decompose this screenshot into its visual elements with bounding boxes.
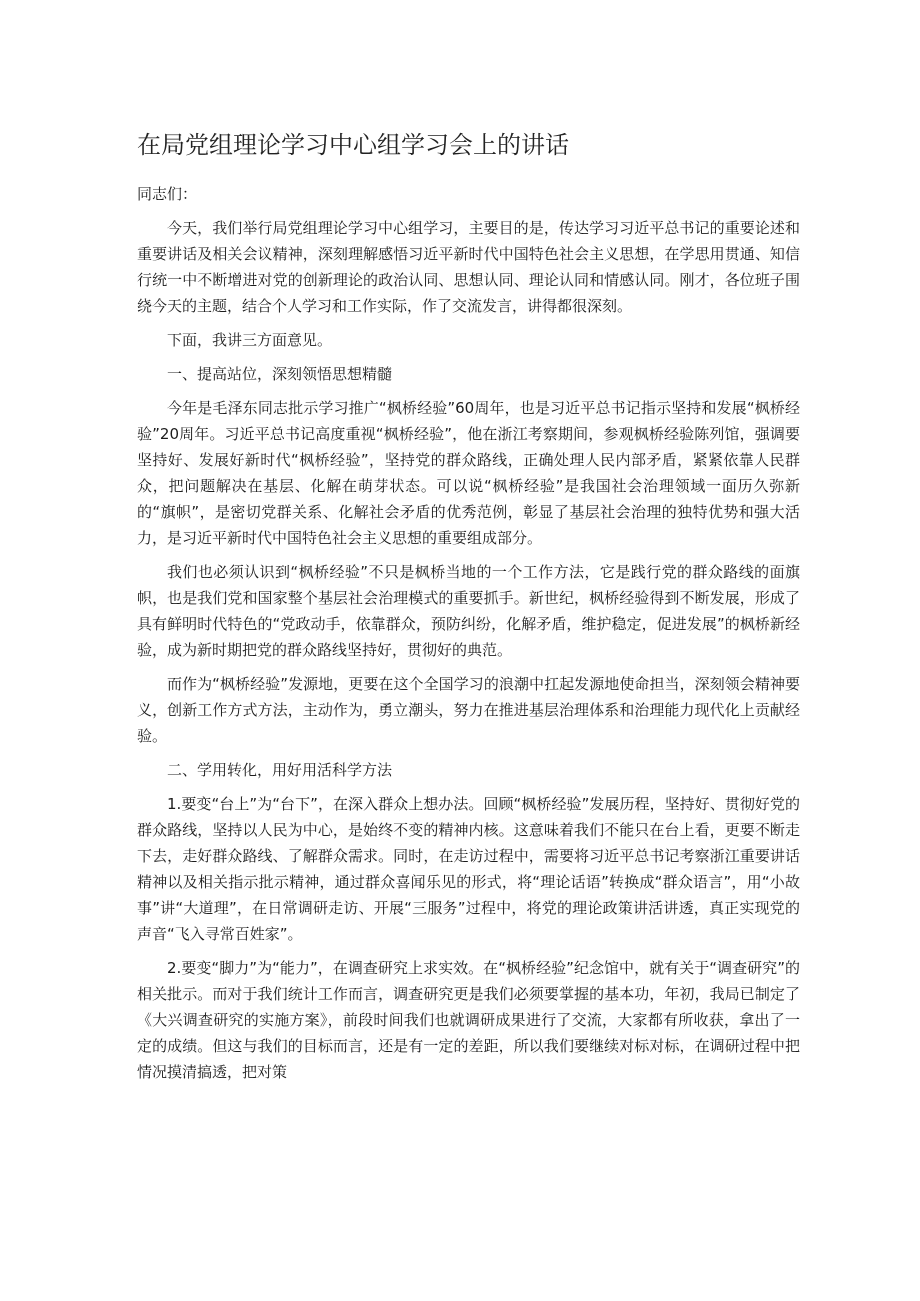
document-body — [137, 181, 800, 1085]
paragraph-item-1: 1.要变“台上”为“台下”，在深入群众上想办法。回顾“枫桥经验”发展历程，坚持好、贯彻好党的群众路线，坚持以人民为中心，是始终不变的精神内核。这意味着我们不能只在台上看，更要不断走下去，走好群众路线、了解群众需求。同时，在走访过程中，需要将习近平总书记考察浙江重要讲话精神以及相关指示批示精神，通过群众喜闻乐见的形式，将“理论话语”转换成“群众语言”，用“小故事”讲“大道理”，在日常调研走访、开展“三服务”过程中，将党的理论政策讲活讲透，真正实现党的声音“飞入寻常百姓家”。 — [137, 795, 800, 943]
paragraph-item-2: 2.要变“脚力”为“能力”，在调查研究上求实效。在“枫桥经验”纪念馆中，就有关于“调查研究”的相关批示。而对于我们统计工作而言，调查研究更是我们必须要掌握的基本功，年初，我局已制定了《大兴调查研究的实施方案》，前段时间我们也就调研成果进行了交流，大家都有所收获，拿出了一定的成绩。但这与我们的目标而言，还是有一定的差距，所以我们要继续对标对标，在调研过程中把情况摸清搞透，把对策 — [137, 959, 800, 1081]
paragraph-section1-b: 我们也必须认识到“枫桥经验”不只是枫桥当地的一个工作方法，它是践行党的群众路线的面旗帜，也是我们党和国家整个基层社会治理模式的重要抓手。新世纪，枫桥经验得到不断发展，形成了具有鲜明时代特色的“党政动手，依靠群众，预防纠纷，化解矛盾，维护稳定，促进发展”的枫桥新经验，成为新时期把党的群众路线坚持好，贯彻好的典范。 — [137, 563, 800, 659]
paragraph-section1-c: 而作为“枫桥经验”发源地，更要在这个全国学习的浪潮中扛起发源地使命担当，深刻领会精神要义，创新工作方式方法，主动作为，勇立潮头，努力在推进基层治理体系和治理能力现代化上贡献经验。 — [137, 675, 800, 745]
paragraph-section1-a: 今年是毛泽东同志批示学习推广“枫桥经验”60周年，也是习近平总书记指示坚持和发展“枫桥经验”20周年。习近平总书记高度重视“枫桥经验”，他在浙江考察期间，参观枫桥经验陈列馆，强调要坚持好、发展好新时代“枫桥经验”，坚持党的群众路线，正确处理人民内部矛盾，紧紧依靠人民群众，把问题解决在基层、化解在萌芽状态。可以说“枫桥经验”是我国社会治理领域一面历久弥新的“旗帜”，是密切党群关系、化解社会矛盾的优秀范例，彰显了基层社会治理的独特优势和强大活力，是习近平新时代中国特色社会主义思想的重要组成部分。 — [137, 399, 800, 547]
section-heading-1: 一、提高站位，深刻领悟思想精髓 — [167, 365, 393, 383]
salutation: 同志们： — [137, 185, 198, 203]
document-title: 在局党组理论学习中心组学习会上的讲话 — [137, 131, 569, 159]
section-heading-2: 二、学用转化，用好用活科学方法 — [167, 761, 393, 779]
paragraph-intro: 今天，我们举行局党组理论学习中心组学习，主要目的是，传达学习习近平总书记的重要论述和重要讲话及相关会议精神，深刻理解感悟习近平新时代中国特色社会主义思想，在学思用贯通、知信行统一中不断增进对党的创新理论的政治认同、思想认同、理论认同和情感认同。刚才，各位班子围绕今天的主题，结合个人学习和工作实际，作了交流发言，讲得都很深刻。 — [137, 219, 800, 315]
paragraph-transition: 下面，我讲三方面意见。 — [167, 331, 333, 349]
